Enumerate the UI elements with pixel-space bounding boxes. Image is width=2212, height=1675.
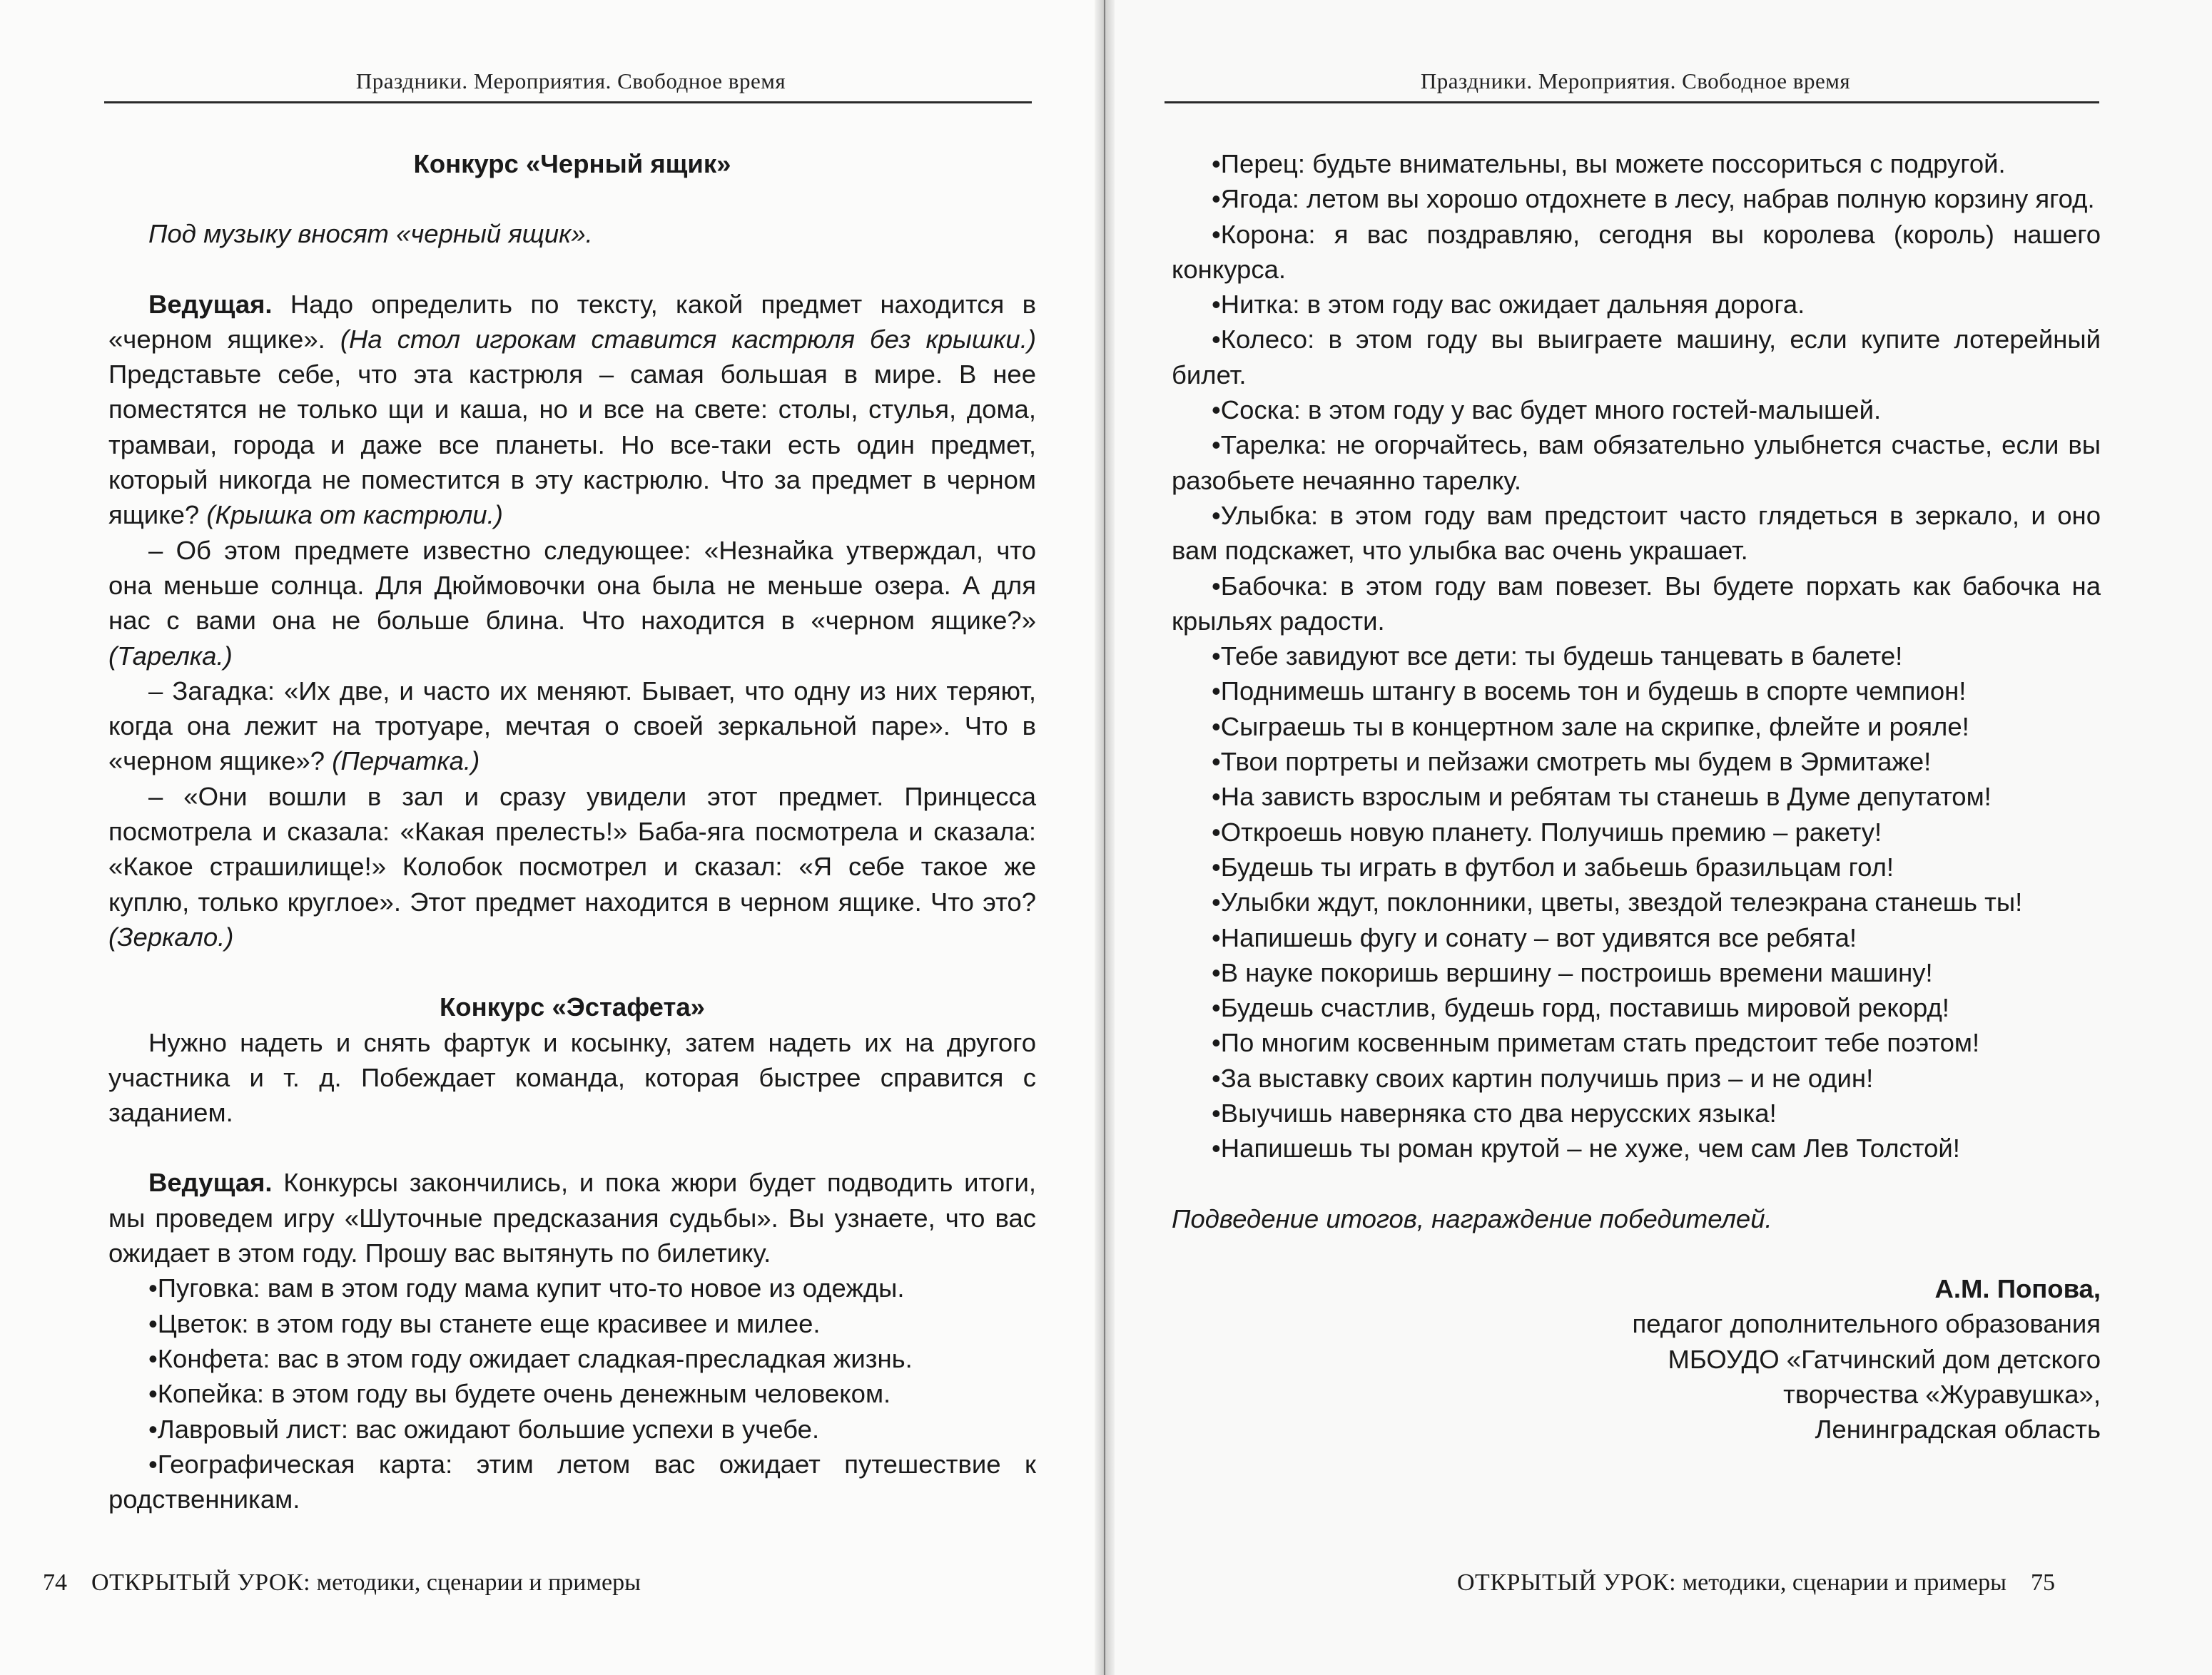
text: Надо определить по тексту, какой предмет находится в «черном ящике». [108, 289, 1036, 354]
running-head-right: Праздники. Мероприятия. Свободное время [1420, 68, 1851, 93]
list-item: • Напишешь ты роман крутой – не хуже, чем сам Лев Толстой! [1172, 1131, 2101, 1166]
host-label: Ведущая. [148, 1168, 273, 1198]
page-number-right: 75 [2030, 1569, 2055, 1596]
right-column [1172, 146, 2101, 1447]
author-name: А.М. Попова, [1934, 1273, 2101, 1303]
paragraph-riddle-mirror [108, 779, 1036, 954]
list-item: • Перец: будьте внимательны, вы можете поссориться с подругой. [1172, 146, 2101, 181]
list-item: • Выучишь наверняка сто два нерусских языка! [1172, 1096, 2101, 1131]
journal-subtitle: методики, сценарии и примеры [316, 1569, 641, 1596]
list-item: • Будешь ты играть в футбол и забьешь бразильцам гол! [1172, 850, 2101, 885]
author-organization-1: МБОУДО «Гатчинский дом детского [1668, 1344, 2101, 1374]
list-item: • Копейка: в этом году вы будете очень денежным человеком. [108, 1376, 1036, 1411]
list-item: • Сыграешь ты в концертном зале на скрипке, флейте и рояле! [1172, 709, 2101, 744]
list-item: • По многим косвенным приметам стать предстоит тебе поэтом! [1172, 1025, 2101, 1060]
list-item: • Поднимешь штангу в восемь тон и будешь в спорте чемпион! [1172, 673, 2101, 708]
list-item: • Твои портреты и пейзажи смотреть мы будем в Эрмитаже! [1172, 744, 2101, 779]
list-item: • Колесо: в этом году вы выиграете машину, если купите лотерейный билет. [1172, 322, 2101, 392]
list-item: • Корона: я вас поздравляю, сегодня вы королева (король) нашего конкурса. [1172, 217, 2101, 287]
header-rule-right [1165, 101, 2099, 103]
stage-note: (На стол игрокам ставится кастрюля без крышки.) [340, 324, 1036, 354]
paragraph-host-intro [108, 287, 1036, 533]
closing-stage-direction: Подведение итогов, награждение победителей. [1172, 1203, 1772, 1233]
answer: (Перчатка.) [332, 746, 480, 776]
author-organization-2: творчества «Журавушка», [1783, 1379, 2101, 1409]
paragraph-riddle-plate [108, 533, 1036, 673]
list-item: • Конфета: вас в этом году ожидает сладкая-пресладкая жизнь. [108, 1341, 1036, 1376]
page-number-left: 74 [43, 1569, 67, 1596]
footer-left [43, 1569, 641, 1597]
text: Представьте себе, что эта кастрюля – самая большая в мире. В нее поместятся не только щи и каша, но и все на свете: столы, стулья, дома, трамваи, города и даже все планеты. Но все-таки есть один предмет, который никогда не поместится в эту кастрюлю. Что за предмет в черном ящике? [108, 360, 1036, 530]
list-item: • Откроешь новую планету. Получишь премию – ракету! [1172, 815, 2101, 850]
list-item: • За выставку своих картин получишь приз – и не один! [1172, 1061, 2101, 1096]
list-item: • Географическая карта: этим летом вас ожидает путешествие к родственникам. [108, 1447, 1036, 1517]
paragraph-relay: Нужно надеть и снять фартук и косынку, затем надеть их на другого участника и т. д. Побеждает команда, которая быстрее справится с заданием. [108, 1027, 1036, 1128]
list-item: • Соска: в этом году у вас будет много гостей-малышей. [1172, 392, 2101, 427]
author-region: Ленинградская область [1815, 1415, 2101, 1445]
list-item: • Тарелка: не огорчайтесь, вам обязательно улыбнется счастье, если вы разобьете нечаянно тарелку. [1172, 427, 2101, 498]
list-item: • Лавровый лист: вас ожидают большие успехи в учебе. [108, 1412, 1036, 1447]
journal-title: ОТКРЫТЫЙ УРОК: [1457, 1569, 1677, 1596]
paragraph-host-predictions [108, 1165, 1036, 1271]
text: – «Они вошли в зал и сразу увидели этот предмет. Принцесса посмотрела и сказала: «Какая прелесть!» Баба-яга посмотрела и сказала: «Какое страшилище!» Колобок посмотрел и сказал: «Я себе такое же куплю, только круглое». Этот предмет находится в черном ящике. Что это? [108, 781, 1036, 917]
host-label: Ведущая. [148, 289, 273, 319]
list-item: • На зависть взрослым и ребятам ты станешь в Думе депутатом! [1172, 779, 2101, 814]
list-item: • Напишешь фугу и сонату – вот удивятся все ребята! [1172, 920, 2101, 955]
running-head-left: Праздники. Мероприятия. Свободное время [355, 68, 786, 93]
left-column [108, 146, 1036, 1517]
stage-direction: Под музыку вносят «черный ящик». [148, 219, 593, 249]
section-title-black-box: Конкурс «Черный ящик» [413, 149, 731, 178]
rhyme-list [1172, 638, 2101, 1166]
list-item: • Тебе завидуют все дети: ты будешь танцевать в балете! [1172, 638, 2101, 673]
paragraph-riddle-glove [108, 673, 1036, 779]
answer: (Крышка от кастрюли.) [206, 500, 503, 530]
list-item: • Улыбки ждут, поклонники, цветы, звездой телеэкрана станешь ты! [1172, 885, 2101, 920]
list-item: • Улыбка: в этом году вам предстоит часто глядеться в зеркало, и оно вам подскажет, что улыбка вас очень украшает. [1172, 498, 2101, 569]
list-item: • Цветок: в этом году вы станете еще красивее и милее. [108, 1306, 1036, 1341]
list-item: • В науке покоришь вершину – построишь времени машину! [1172, 955, 2101, 990]
list-item: • Бабочка: в этом году вам повезет. Вы будете порхать как бабочка на крыльях радости. [1172, 569, 2101, 639]
answer: (Тарелка.) [108, 641, 233, 671]
prediction-list-left [108, 1271, 1036, 1517]
text: Конкурсы закончились, и пока жюри будет подводить итоги, мы проведем игру «Шуточные предсказания судьбы». Вы узнаете, что вас ожидает в этом году. Прошу вас вытянуть по билетику. [108, 1168, 1036, 1268]
section-title-relay: Конкурс «Эстафета» [440, 992, 705, 1022]
footer-right [1457, 1569, 2055, 1597]
author-position: педагог дополнительного образования [1632, 1309, 2101, 1339]
journal-title: ОТКРЫТЫЙ УРОК: [91, 1569, 311, 1596]
left-page [0, 0, 1105, 1675]
list-item: • Будешь счастлив, будешь горд, поставишь мировой рекорд! [1172, 990, 2101, 1025]
prediction-list-right [1172, 146, 2101, 638]
list-item: • Пуговка: вам в этом году мама купит что-то новое из одежды. [108, 1271, 1036, 1305]
list-item: • Ягода: летом вы хорошо отдохнете в лесу, набрав полную корзину ягод. [1172, 181, 2101, 216]
book-spine [1095, 0, 1115, 1675]
text: – Об этом предмете известно следующее: «Незнайка утверждал, что она меньше солнца. Для Дюймовочки она была не меньше озера. А для нас с вами она не больше блина. Что находится в «черном ящике?» [108, 535, 1036, 636]
list-item: • Нитка: в этом году вас ожидает дальняя дорога. [1172, 287, 2101, 322]
text: – Загадка: «Их две, и часто их меняют. Бывает, что одну из них теряют, когда она лежит на тротуаре, мечтая о своей зеркальной паре». Что в «черном ящике»? [108, 676, 1036, 776]
author-signature [1172, 1271, 2101, 1447]
answer: (Зеркало.) [108, 922, 234, 952]
journal-subtitle: методики, сценарии и примеры [1682, 1569, 2006, 1596]
header-rule-left [104, 101, 1032, 103]
